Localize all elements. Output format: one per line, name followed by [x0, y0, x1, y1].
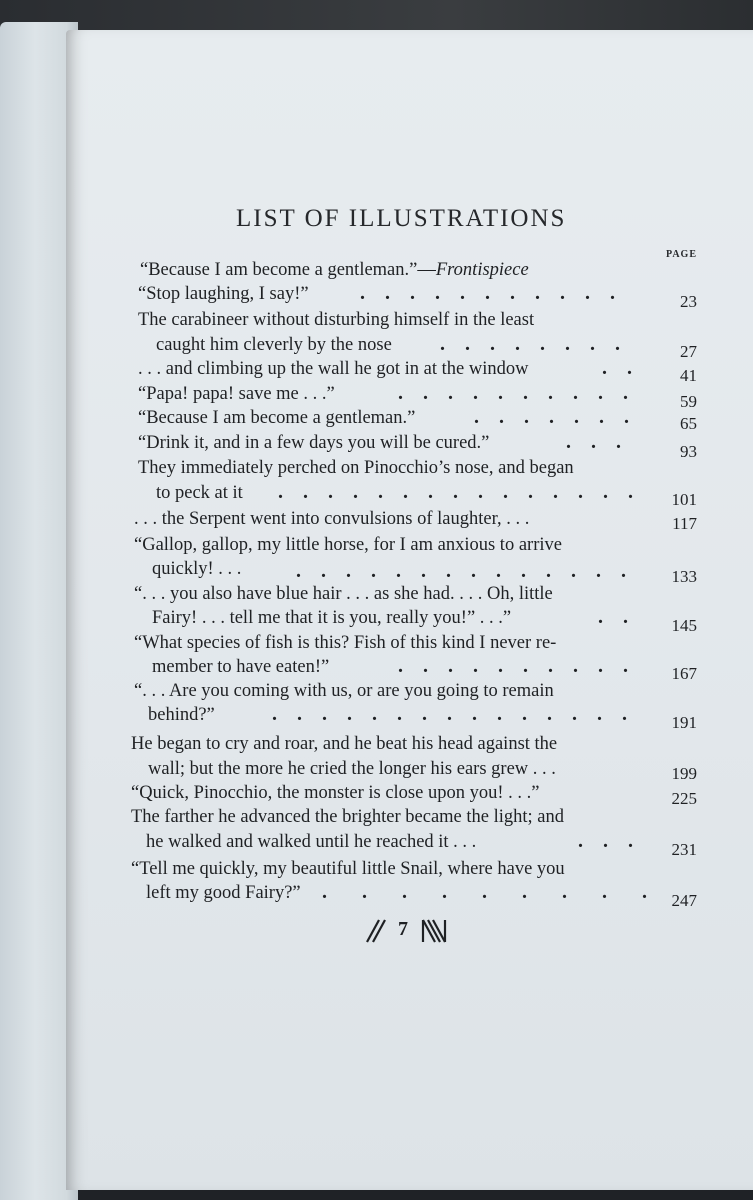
page-number: 247	[671, 891, 697, 910]
entry-text: to peck at it	[156, 483, 243, 503]
page-number: 93	[680, 442, 697, 461]
page-number: 101	[671, 490, 697, 509]
leader-dots: . . . . . . .	[474, 406, 629, 428]
leader-dots: . . .	[578, 830, 633, 852]
page-number: 191	[671, 713, 697, 732]
entry-text: “Quick, Pinocchio, the monster is close upon you! . . .”	[131, 783, 540, 803]
entry-text: quickly! . . .	[152, 559, 242, 579]
entry-text: behind?”	[148, 705, 215, 725]
folio-ornament-icon	[365, 912, 455, 948]
entry-text: member to have eaten!”	[152, 657, 330, 677]
page-number: 145	[671, 616, 697, 635]
page-title: LIST OF ILLUSTRATIONS	[236, 205, 567, 232]
page-number: 27	[680, 342, 697, 361]
page-number: 167	[671, 664, 697, 683]
page-number: 117	[672, 514, 697, 533]
background-top	[0, 0, 753, 30]
page-number: 225	[671, 789, 697, 808]
page-number: 41	[680, 366, 697, 385]
page-number: 199	[671, 764, 697, 783]
entry-text: wall; but the more he cried the longer his ears grew . . .	[148, 759, 556, 779]
page-column-label: PAGE	[665, 249, 697, 260]
entry-text: “Drink it, and in a few days you will be cured.”	[138, 433, 490, 453]
entry-text: “What species of fish is this? Fish of this kind I never re-	[134, 633, 557, 653]
leader-dots: . . . . . . . . . . . . . . .	[272, 703, 627, 725]
leader-dots: . . . . . . . . . .	[398, 655, 628, 677]
entry-text: “. . . Are you coming with us, or are you going to remain	[134, 681, 554, 701]
entry-text: “Stop laughing, I say!”	[138, 284, 309, 304]
page-number: 23	[680, 292, 697, 311]
entry-text: “Gallop, gallop, my little horse, for I am anxious to arrive	[134, 535, 562, 555]
entry-text: “Tell me quickly, my beautiful little Snail, where have you	[131, 859, 565, 879]
page-number: 231	[671, 840, 697, 859]
entry-text: The farther he advanced the brighter became the light; and	[131, 807, 565, 827]
entry-text: . . . and climbing up the wall he got in at the window	[138, 359, 529, 379]
entry-text: he walked and walked until he reached it . . .	[146, 832, 477, 852]
page-number: 133	[671, 567, 697, 586]
entry-text: “Papa! papa! save me . . .”	[138, 384, 335, 404]
entry-text: “Because I am become a gentleman.”	[138, 408, 416, 428]
page-folio-number: 7	[398, 918, 408, 940]
entry-text: left my good Fairy?”	[146, 883, 301, 903]
entry-text: Fairy! . . . tell me that it is you, really you!” . . .”	[152, 608, 512, 628]
entry-text: They immediately perched on Pinocchio’s nose, and began	[138, 458, 574, 478]
leader-dots: . .	[602, 357, 632, 379]
entry-text: caught him cleverly by the nose	[156, 335, 392, 355]
leader-dots: . . . . . . . . . . . . . .	[296, 560, 626, 582]
entry-text: He began to cry and roar, and he beat his head against the	[131, 734, 558, 754]
leader-dots: . . . . . . . . .	[322, 881, 647, 903]
entry-text: “. . . you also have blue hair . . . as she had. . . . Oh, little	[134, 584, 553, 604]
entry-text: . . . the Serpent went into convulsions of laughter, . . .	[134, 509, 530, 529]
entry-text: “Because I am become a gentleman.”—Frontispiece	[140, 260, 529, 280]
leader-dots: . . .	[566, 431, 621, 453]
entry-text: The carabineer without disturbing himself in the least	[138, 310, 535, 330]
page-number: 65	[680, 414, 697, 433]
leader-dots: . . . . . . . . . . . . . . .	[278, 481, 633, 503]
leader-dots: . .	[598, 606, 628, 628]
leader-dots: . . . . . . . . . . .	[360, 282, 615, 304]
leader-dots: . . . . . . . . . .	[398, 382, 628, 404]
page-number: 59	[680, 392, 697, 411]
leader-dots: . . . . . . . .	[440, 333, 620, 355]
